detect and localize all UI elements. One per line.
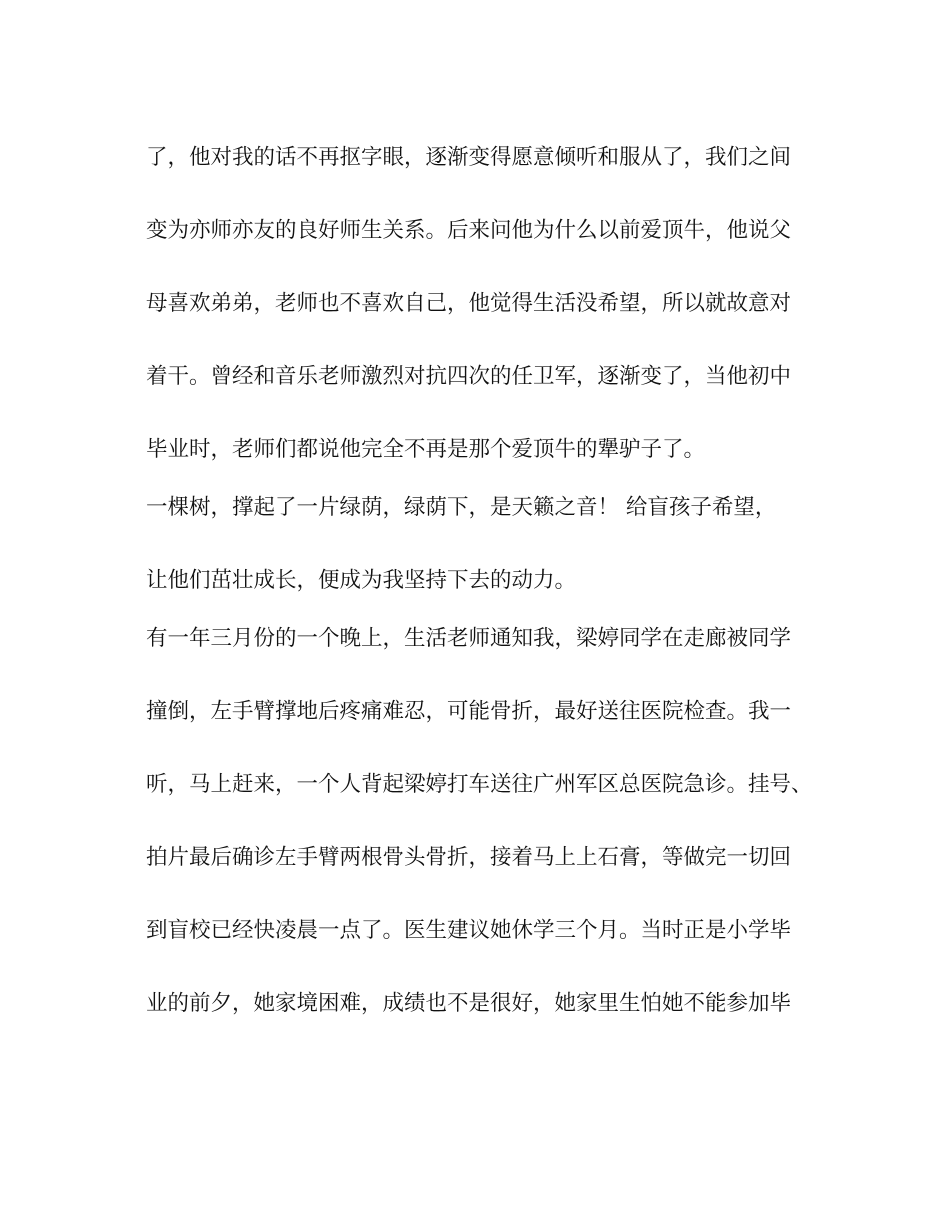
text-line: 变为亦师亦友的良好师生关系。后来问他为什么以前爱顶牛，他说父 xyxy=(146,218,792,243)
text-line: 撞倒，左手臂撑地后疼痛难忍，可能骨折，最好送往医院检查。我一 xyxy=(146,699,792,724)
text-line: 业的前夕，她家境困难，成绩也不是很好，她家里生怕她不能参加毕 xyxy=(146,991,792,1016)
text-line: 到盲校已经快凌晨一点了。医生建议她休学三个月。当时正是小学毕 xyxy=(146,918,792,943)
text-line: 毕业时，老师们都说他完全不再是那个爱顶牛的犟驴子了。 xyxy=(146,437,706,462)
text-line: 母喜欢弟弟，老师也不喜欢自己，他觉得生活没希望，所以就故意对 xyxy=(146,291,792,316)
text-line: 拍片最后确诊左手臂两根骨头骨折，接着马上上石膏，等做完一切回 xyxy=(146,845,792,870)
text-line: 让他们茁壮成长，便成为我坚持下去的动力。 xyxy=(146,568,577,593)
text-line: 了，他对我的话不再抠字眼，逐渐变得愿意倾听和服从了，我们之间 xyxy=(146,145,792,170)
text-line: 听，马上赶来，一个人背起梁婷打车送往广州军区总医院急诊。挂号、 xyxy=(146,772,813,797)
text-line: 一棵树，撑起了一片绿荫，绿荫下，是天籁之音！ 给盲孩子希望， xyxy=(146,495,777,520)
text-line: 着干。曾经和音乐老师激烈对抗四次的任卫军，逐渐变了，当他初中 xyxy=(146,364,792,389)
text-line: 有一年三月份的一个晚上，生活老师通知我，梁婷同学在走廊被同学 xyxy=(146,626,792,651)
